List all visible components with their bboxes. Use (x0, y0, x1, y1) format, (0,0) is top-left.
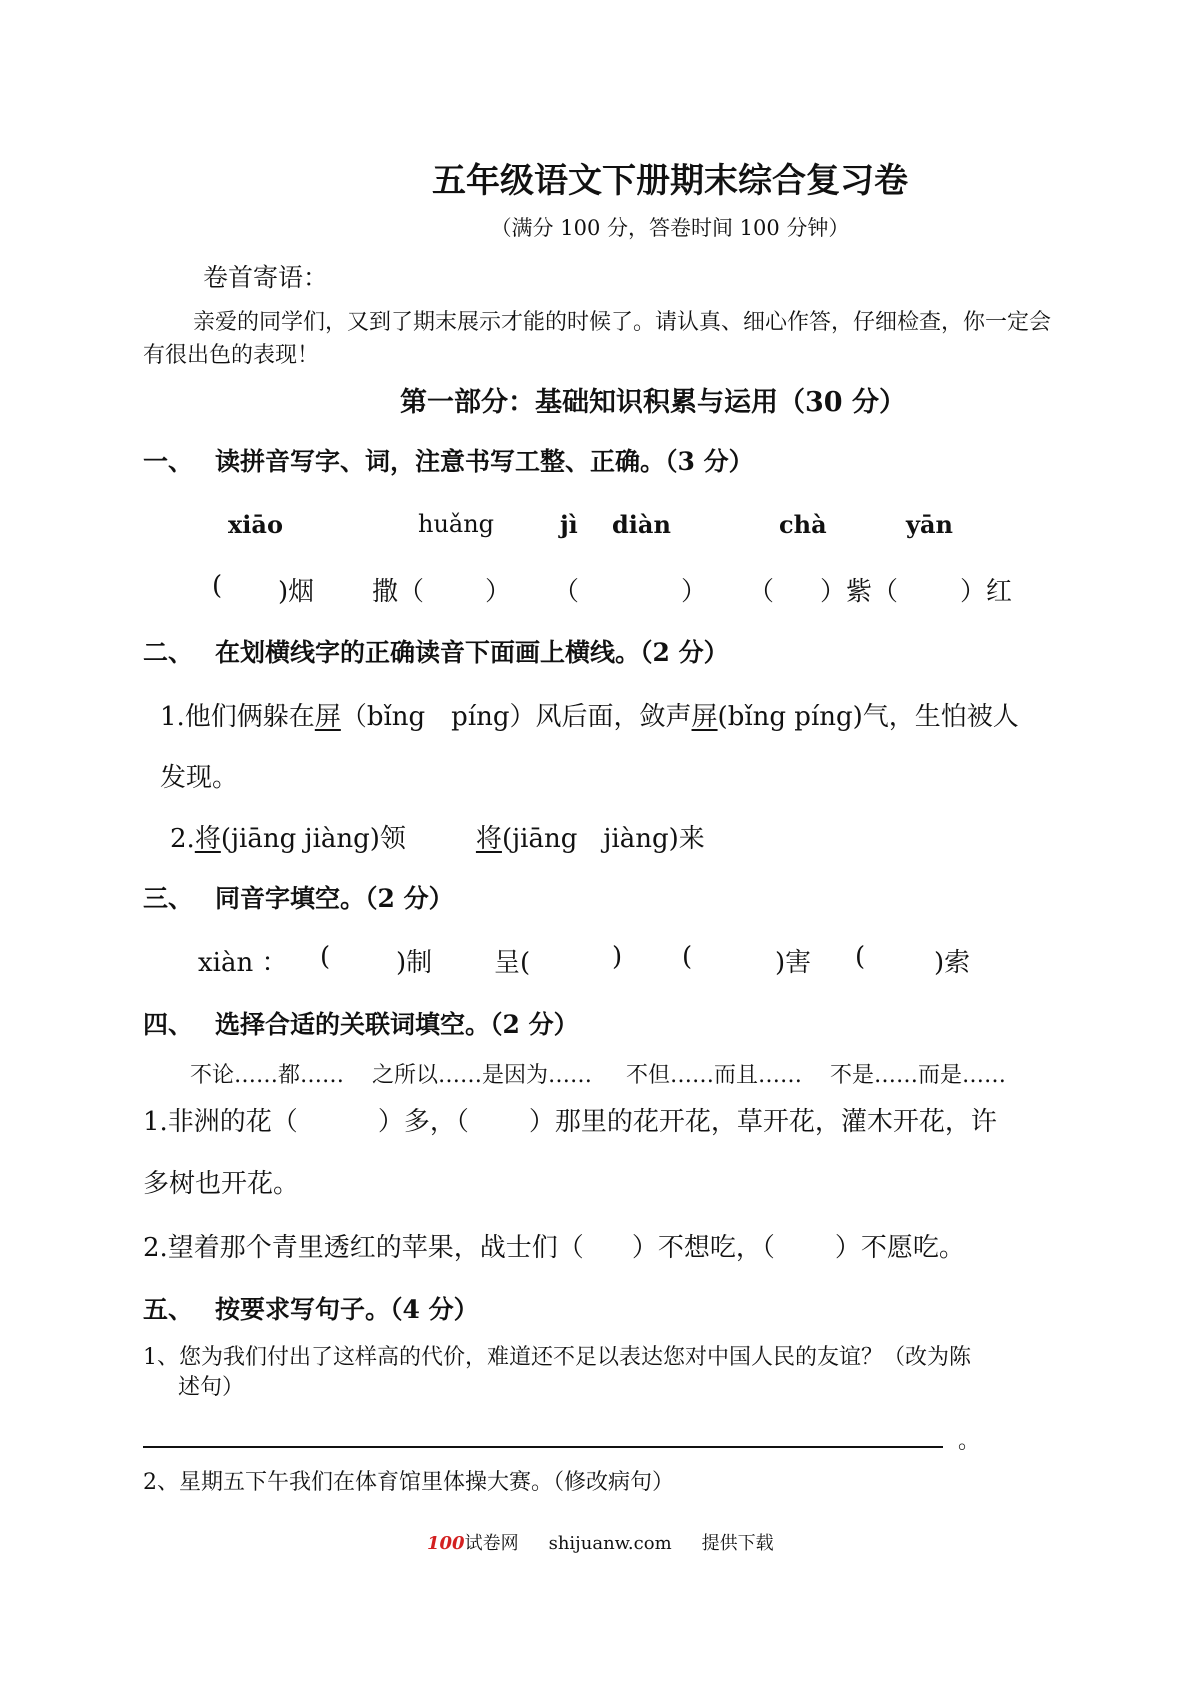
q5-sentence-1-cont: 述句） (178, 1375, 245, 1400)
q4-option-3: 不但……而且…… (626, 1063, 803, 1088)
footer (427, 1529, 774, 1555)
q3-b2-close: ) (612, 942, 623, 972)
q3-b1-close: )制 (396, 948, 433, 978)
text: 2. (170, 824, 195, 854)
text: ）多，（ (377, 1107, 469, 1137)
pinyin-yan: yān (906, 510, 953, 539)
q3-label: xiàn ： (198, 948, 288, 978)
q4-sentence-2 (143, 1227, 965, 1264)
section-number: 三、 (143, 884, 194, 913)
site-logo: 100 (427, 1533, 465, 1554)
text: 1.非洲的花（ (143, 1107, 298, 1137)
q3-b3-close: )害 (775, 948, 812, 978)
underlined-char: 屏 (691, 702, 718, 732)
blank-5: ）红 (960, 577, 1013, 607)
site-name: 试卷网 (464, 1533, 519, 1554)
greeting-text: 亲爱的同学们，又到了期末展示才能的时候了。请认真、细心作答，仔细检查，你一定会有很出色的表现！ (143, 310, 1052, 368)
page-subtitle: （满分 100 分，答卷时间 100 分钟） (490, 216, 850, 240)
section-number: 五、 (143, 1295, 194, 1324)
section-title: 读拼音写字、词，注意书写工整、正确。（3 分） (215, 447, 754, 476)
section-2-heading (143, 633, 729, 669)
page-title: 五年级语文下册期末综合复习卷 (432, 161, 908, 201)
greeting-heading: 卷首寄语： (203, 263, 329, 292)
blank-1: )烟 (278, 577, 315, 607)
answer-line-end: 。 (958, 1429, 981, 1454)
text: ）不愿吃。 (834, 1233, 965, 1263)
section-number: 一、 (143, 447, 194, 476)
q3-b4-open: ( (855, 942, 866, 972)
blank-4-open: （ (748, 577, 775, 607)
text: （bǐng píng）风后面，敛声 (340, 702, 692, 732)
text: (jiāng jiàng)来 (501, 824, 705, 854)
q4-option-4: 不是……而是…… (830, 1063, 1007, 1088)
section-title: 在划横线字的正确读音下面画上横线。（2 分） (215, 638, 729, 667)
text: ）那里的花开花，草开花，灌木开花，许 (528, 1107, 997, 1137)
section-title: 同音字填空。（2 分） (215, 884, 454, 913)
q4-sentence-1 (143, 1101, 997, 1138)
pinyin-dian: diàn (612, 510, 671, 539)
answer-line (143, 1446, 943, 1448)
blank-1-open: ( (212, 571, 223, 601)
underlined-char: 屏 (314, 702, 341, 732)
section-4-heading (143, 1005, 579, 1041)
site-url: shijuanw.com (548, 1533, 672, 1554)
section-title: 选择合适的关联词填空。（2 分） (215, 1010, 579, 1039)
q3-b3-open: ( (682, 942, 693, 972)
q2-line-1-cont: 发现。 (160, 763, 239, 793)
pinyin-ji: jì (560, 510, 578, 539)
blank-3-close: ） (681, 577, 708, 607)
section-5-heading (143, 1290, 479, 1326)
pinyin-xiao: xiāo (228, 510, 283, 539)
section-title: 按要求写句子。（4 分） (215, 1295, 479, 1324)
q5-sentence-2: 2、星期五下午我们在体育馆里体操大赛。（修改病句） (143, 1470, 674, 1495)
pinyin-cha: chà (779, 510, 827, 539)
underlined-char: 将 (194, 824, 221, 854)
section-number: 二、 (143, 638, 194, 667)
q4-option-1: 不论……都…… (190, 1063, 345, 1088)
text: (jiāng jiàng)领 (220, 824, 406, 854)
download-text: 提供下载 (701, 1533, 774, 1554)
section-number: 四、 (143, 1010, 194, 1039)
q3-b1-open: ( (320, 942, 331, 972)
q3-b2-open: 呈( (494, 948, 531, 978)
blank-4: ）紫（ (820, 577, 899, 607)
section-1-heading (143, 442, 754, 478)
text: ）不想吃，（ (631, 1233, 775, 1263)
text: 1.他们俩躲在 (160, 702, 315, 732)
q2-line-2 (170, 818, 705, 855)
q2-line-1 (160, 696, 1019, 733)
underlined-char: 将 (475, 824, 502, 854)
q4-option-2: 之所以……是因为…… (372, 1063, 593, 1088)
q5-sentence-1: 1、您为我们付出了这样高的代价，难道还不足以表达您对中国人民的友谊？（改为陈 (143, 1345, 971, 1370)
blank-2-close: ） (485, 577, 512, 607)
text: (bǐng píng)气，生怕被人 (717, 702, 1019, 732)
pinyin-huang: huǎng (418, 510, 495, 538)
part-one-heading: 第一部分：基础知识积累与运用（30 分） (400, 387, 906, 418)
section-3-heading (143, 879, 454, 915)
blank-2: 撒（ (372, 577, 425, 607)
text: 2.望着那个青里透红的苹果，战士们（ (143, 1233, 584, 1263)
q4-sentence-1-cont: 多树也开花。 (143, 1169, 300, 1199)
q3-b4-close: )索 (934, 948, 971, 978)
blank-3-open: （ (553, 577, 580, 607)
